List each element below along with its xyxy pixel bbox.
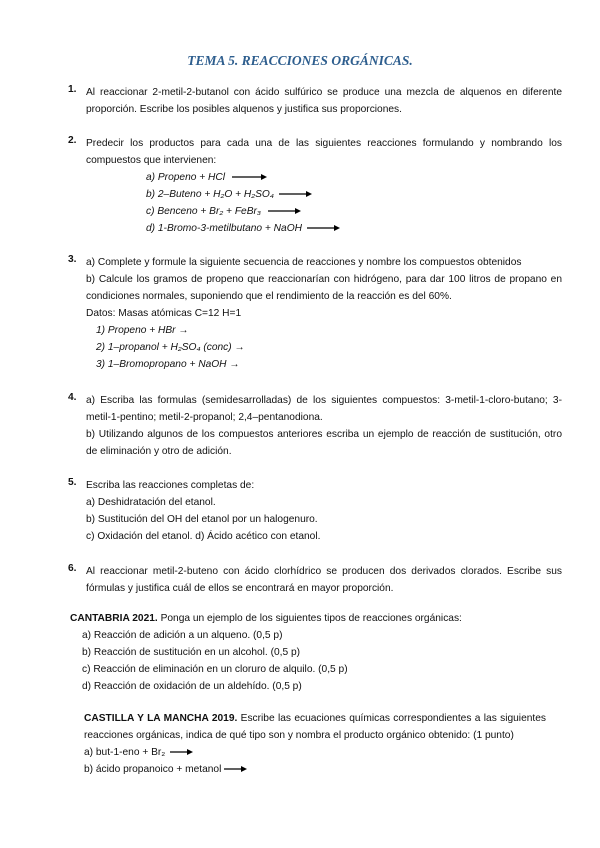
question-4 <box>62 392 562 460</box>
list-item: a) but-1-eno + Br₂ <box>84 744 546 761</box>
question-2 <box>62 135 562 237</box>
question-5 <box>62 477 562 545</box>
list-item: 3) 1–Bromopropano + NaOH → <box>96 359 240 370</box>
question-6 <box>62 563 562 597</box>
question-text: Al reaccionar 2-metil-2-butanol con ácido sulfúrico se produce una mezcla de alquenos en diferente proporción. Escribe los posibles alquenos y justifica sus proporciones. <box>86 87 562 115</box>
list-item: b) ácido propanoico + metanol <box>84 761 546 778</box>
question-text: Escriba las reacciones completas de: <box>86 480 255 491</box>
list-item: c) Oxidación del etanol. d) Ácido acético con etanol. <box>86 531 321 542</box>
question-number: 1. <box>68 84 77 95</box>
question-text: Predecir los productos para cada una de las siguientes reacciones formulando y nombrando los compuestos que intervienen: <box>86 138 562 166</box>
exam-question-castilla <box>84 710 546 778</box>
page-title: TEMA 5. REACCIONES ORGÁNICAS. <box>187 53 413 68</box>
question-text: Al reaccionar metil-2-buteno con ácido clorhídrico se producen dos derivados clorados. Escribe sus fórmulas y justifica cuál de ellos se encontrará en mayor proporción. <box>86 566 562 594</box>
list-item: a) Propeno + HCl <box>146 169 562 186</box>
list-item: a) Deshidratación del etanol. <box>86 497 216 508</box>
list-item: 1) Propeno + HBr → <box>96 325 189 336</box>
data-note: Datos: Masas atómicas C=12 H=1 <box>86 308 242 319</box>
question-number: 6. <box>68 563 77 574</box>
list-item: 2) 1–propanol + H₂SO₄ (conc) → <box>96 342 245 353</box>
list-item: b) Reacción de sustitución en un alcohol. (0,5 p) <box>82 647 301 658</box>
arrow-icon <box>264 207 302 215</box>
item-list <box>82 627 560 695</box>
list-item: c) Benceno + Br₂ + FeBr₃ <box>146 203 562 220</box>
reaction-list <box>96 322 562 373</box>
arrow-icon <box>305 224 341 232</box>
question-part-a: a) Escriba las formulas (semidesarrolladas) de los siguientes compuestos: 3-metil-1-cloro-butano; 3-metil-1-pentino; metil-2-propanol; 2,4–pentanodiona. <box>86 395 562 423</box>
arrow-icon <box>277 190 313 198</box>
exam-label: CANTABRIA 2021. <box>70 613 158 624</box>
question-number: 3. <box>68 254 77 265</box>
arrow-icon <box>228 173 268 181</box>
reaction-list <box>146 169 562 237</box>
list-item: c) Reacción de eliminación en un cloruro de alquilo. (0,5 p) <box>82 664 348 675</box>
list-item: d) 1-Bromo-3-metilbutano + NaOH <box>146 220 562 237</box>
question-text: Escribe las ecuaciones químicas correspondientes a las siguientes reacciones orgánicas, indica de qué tipo son y nombra el producto orgánico obtenido: (1 punto) <box>84 713 546 741</box>
exam-question-cantabria <box>70 610 560 695</box>
question-part-a: a) Complete y formule la siguiente secuencia de reacciones y nombre los compuestos obtenidos <box>86 257 522 268</box>
question-number: 2. <box>68 135 77 146</box>
list-item: a) Reacción de adición a un alqueno. (0,5 p) <box>82 630 283 641</box>
arrow-icon <box>168 748 194 756</box>
list-item: b) Sustitución del OH del etanol por un halogenuro. <box>86 514 318 525</box>
list-item: d) Reacción de oxidación de un aldehído. (0,5 p) <box>82 681 302 692</box>
question-part-b: b) Utilizando algunos de los compuestos anteriores escriba un ejemplo de reacción de sustitución, otro de eliminación y otro de adición. <box>86 429 562 457</box>
question-number: 5. <box>68 477 77 488</box>
question-part-b: b) Calcule los gramos de propeno que reaccionarían con hidrógeno, para dar 100 litros de propano en condiciones normales, suponiendo que el rendimiento de la reacción es del 60%. <box>86 274 562 302</box>
list-item: b) 2–Buteno + H₂O + H₂SO₄ <box>146 186 562 203</box>
question-number: 4. <box>68 392 77 403</box>
question-3 <box>62 254 562 373</box>
arrow-icon <box>224 765 248 773</box>
question-1 <box>62 84 562 118</box>
question-text: Ponga un ejemplo de los siguientes tipos de reacciones orgánicas: <box>160 613 462 624</box>
exam-label: CASTILLA Y LA MANCHA 2019. <box>84 713 238 724</box>
